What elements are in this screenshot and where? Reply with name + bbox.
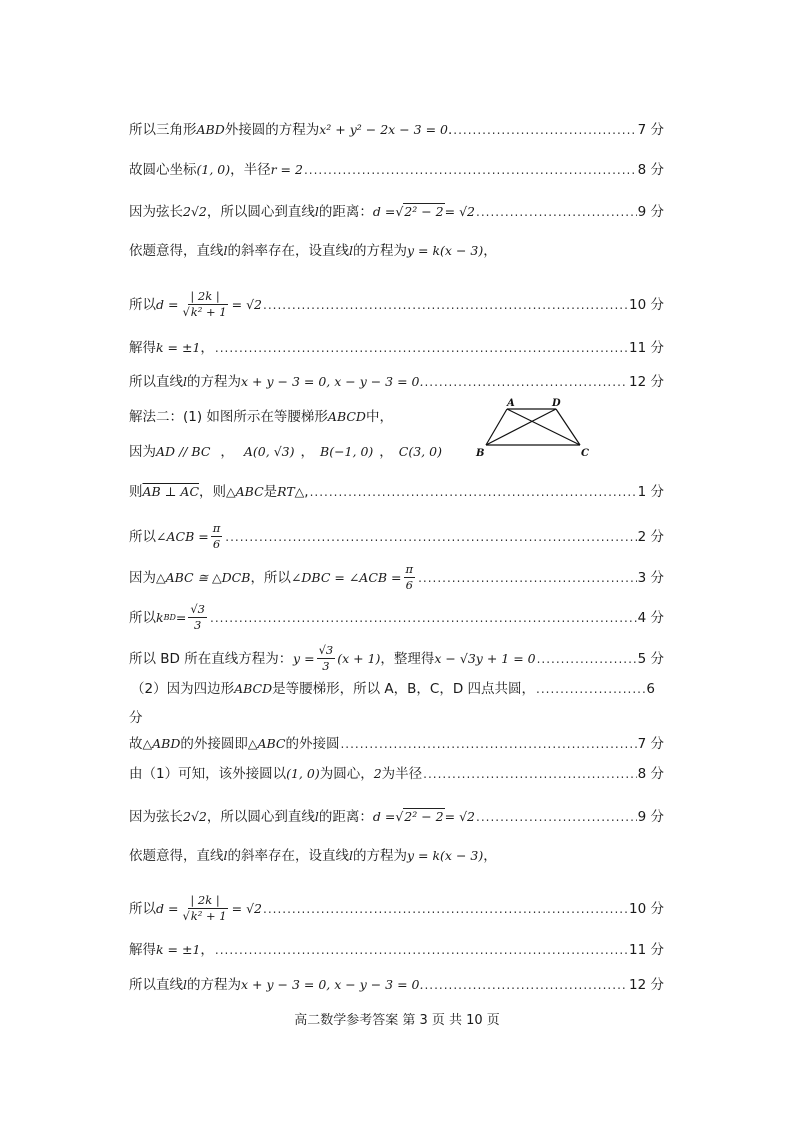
denominator: √k² + 1: [182, 909, 227, 923]
score-unit: 分: [129, 710, 143, 726]
line-text: 解得: [129, 340, 156, 356]
line-text: 所以: [129, 609, 156, 626]
radicand: 2² − 2: [404, 204, 444, 219]
solution-line: [129, 733, 664, 755]
line-text: 所以 BD 所在直线方程为：: [129, 650, 293, 667]
line-text: 因为弦长: [129, 809, 183, 825]
line-text: 解法二：(1) 如图所示在等腰梯形: [129, 409, 328, 425]
line-text: 的斜率存在，设直线: [227, 848, 349, 864]
math-expr: y = k(x − 3): [407, 848, 484, 863]
leader-dots: [225, 526, 636, 548]
line-text: 是: [263, 484, 278, 500]
score-mark: 7 分: [637, 122, 664, 138]
leader-dots: [263, 294, 628, 316]
math-expr: (1, 0): [196, 162, 231, 177]
math-expr: x − √3y + 1 = 0: [434, 650, 536, 666]
point-a: A(0, √3): [243, 444, 295, 459]
solution-line: [129, 406, 459, 428]
line-text: ，: [220, 444, 234, 460]
line-text: 所以直线: [129, 977, 183, 993]
fraction: [180, 893, 229, 924]
line-equations: x + y − 3 = 0, x − y − 3 = 0.: [241, 374, 424, 389]
score-mark: 10 分: [629, 296, 664, 313]
solution-line: [131, 678, 655, 700]
math-expr: d =: [156, 900, 179, 916]
line-text: ，则: [199, 484, 227, 500]
math-expr: y =: [293, 650, 315, 666]
line-text: ，: [300, 444, 315, 460]
line-text: ，: [200, 942, 214, 958]
solution-line: [129, 707, 664, 729]
fraction: [180, 289, 229, 320]
score-mark: 4 分: [637, 609, 664, 626]
fraction: [404, 562, 416, 593]
line-text: 所以三角形: [129, 122, 197, 138]
line-text: 外接圆的方程为: [224, 122, 320, 138]
math-expr: l: [349, 848, 353, 863]
score-mark: 8 分: [637, 766, 664, 782]
leader-dots: [418, 567, 637, 589]
leader-dots: [476, 201, 637, 223]
line-text: .: [447, 122, 453, 138]
leader-dots: [304, 159, 637, 181]
line-text: ,: [304, 484, 309, 500]
solution-line: [129, 240, 664, 262]
math-expr: RT△: [277, 484, 305, 499]
math-expr: 2: [373, 766, 382, 781]
solution-line: [129, 441, 459, 463]
math-expr: y = k(x − 3): [407, 243, 484, 258]
math-expr: = √2: [231, 296, 262, 312]
math-expr: l: [223, 848, 228, 863]
score-mark: 11 分: [629, 340, 664, 356]
score-mark: 11 分: [629, 942, 664, 958]
line-text: ，所以圆心到直线: [206, 204, 315, 220]
math-expr: 2√2: [183, 809, 207, 824]
line-text: ，: [379, 444, 393, 460]
numerator: | 2k |: [190, 893, 220, 907]
solution-line: [129, 845, 664, 867]
line-equations: x + y − 3 = 0, x − y − 3 = 0.: [241, 977, 424, 992]
line-text: 由（1）可知，该外接圆以: [129, 766, 287, 782]
line-text: 的外接圆即: [180, 736, 248, 752]
math-expr: AB ⊥ AC: [142, 484, 200, 499]
math-expr: r = 2: [270, 162, 303, 177]
score-mark: 3 分: [637, 569, 664, 586]
math-expr: ABCD: [327, 409, 366, 424]
score-mark: 12 分: [629, 374, 664, 390]
vertex-label-c: C: [581, 448, 589, 458]
subscript: BD: [163, 612, 176, 622]
leader-dots: [423, 763, 636, 785]
math-expr: ∠DBC = ∠ACB =: [290, 569, 402, 585]
fraction: [317, 643, 336, 674]
diagonal-ac: [507, 409, 580, 445]
solution-line: [129, 371, 664, 393]
math-expr: (x + 1): [337, 650, 381, 666]
solution-line: [129, 974, 664, 996]
solution-line: [129, 289, 664, 320]
line-text: ，: [200, 340, 214, 356]
denominator: 6: [212, 537, 221, 551]
line-text: 的方程为: [187, 977, 241, 993]
line-text: 依题意得，直线: [129, 243, 224, 259]
math-expr: △ABD: [142, 736, 181, 751]
line-text: 所以: [129, 900, 156, 917]
leader-dots: [453, 119, 636, 141]
radicand: 2² − 2: [404, 809, 444, 824]
line-text: 的距离：: [318, 204, 373, 220]
leader-dots: [424, 371, 628, 393]
sqrt-expr: √2² − 2: [395, 809, 444, 824]
solution-line: [129, 562, 664, 593]
score-mark: 9 分: [637, 204, 664, 220]
line-text: 的方程为: [353, 848, 407, 864]
radicand: k² + 1: [190, 305, 227, 319]
line-text: ，整理得: [380, 650, 435, 667]
math-expr: d =: [372, 809, 396, 824]
point-c: C(3, 0): [398, 444, 442, 459]
math-expr: = √2: [444, 204, 476, 219]
solution-line: [129, 893, 664, 924]
math-expr: k: [156, 609, 164, 625]
math-expr: l: [314, 204, 319, 219]
solution-line: [129, 201, 664, 223]
numerator: √3: [318, 643, 334, 657]
leader-dots: [476, 806, 637, 828]
solution-line: [129, 643, 664, 674]
denominator: 6: [405, 578, 413, 592]
score-mark: 5 分: [637, 650, 664, 667]
solution-line: [129, 602, 664, 633]
radicand: k² + 1: [190, 909, 227, 923]
solution-line: [129, 119, 664, 141]
math-expr: =: [175, 609, 187, 625]
math-expr: l: [183, 374, 187, 389]
math-expr: △ABC: [247, 736, 286, 751]
leader-dots: [215, 939, 628, 961]
score-mark: 10 分: [629, 900, 664, 917]
line-text: 的距离：: [318, 809, 373, 825]
solution-line: [129, 159, 664, 181]
denominator: 3: [322, 659, 330, 673]
line-text: 的方程为: [353, 243, 407, 259]
numerator: | 2k |: [190, 289, 220, 303]
math-expr: (1, 0): [286, 766, 320, 781]
line-text: ，半径: [230, 162, 271, 178]
leader-dots: [210, 607, 637, 629]
math-expr: ∠ACB =: [156, 528, 209, 544]
point-b: B(−1, 0): [320, 444, 374, 459]
line-text: 因为弦长: [129, 204, 183, 220]
denominator: √k² + 1: [182, 305, 227, 319]
line-text: ，: [483, 848, 497, 864]
leader-dots: [537, 648, 637, 670]
line-text: ，所以圆心到直线: [206, 809, 315, 825]
line-text: 故圆心坐标: [129, 162, 197, 178]
math-expr: l: [183, 977, 187, 992]
math-expr: ABCD: [234, 681, 273, 696]
line-text: 是等腰梯形，所以 A，B，C，D 四点共圆，: [272, 681, 536, 697]
solution-line: [129, 939, 664, 961]
line-text: 故: [129, 736, 143, 752]
leader-dots: [424, 974, 628, 996]
circle-equation: x² + y² − 2x − 3 = 0: [319, 122, 448, 137]
math-expr: = √2: [231, 900, 262, 916]
math-expr: d =: [372, 204, 396, 219]
score-mark: 9 分: [637, 809, 664, 825]
score-mark: 7 分: [637, 736, 664, 752]
math-expr: k = ±1: [156, 340, 201, 355]
denominator: 3: [194, 618, 202, 632]
score-mark: 6: [646, 681, 655, 697]
math-expr: l: [314, 809, 319, 824]
math-expr: d =: [156, 296, 179, 312]
line-text: 所以: [129, 296, 156, 313]
math-expr: ABD: [196, 122, 225, 137]
math-expr: = √2: [444, 809, 476, 824]
leader-dots: [215, 337, 628, 359]
fraction: [188, 602, 207, 633]
math-expr: k = ±1: [156, 942, 201, 957]
solution-line: [129, 806, 664, 828]
line-text: 为半径: [381, 766, 423, 782]
leader-dots: [310, 481, 637, 503]
line-text: 依题意得，直线: [129, 848, 224, 864]
line-text: 因为: [129, 569, 156, 586]
score-mark: 1 分: [637, 484, 664, 500]
line-text: ，所以: [250, 569, 291, 586]
math-expr: △ABC: [226, 484, 264, 499]
score-mark: 2 分: [637, 528, 664, 545]
score-mark: 12 分: [629, 977, 664, 993]
math-expr: l: [223, 243, 228, 258]
line-text: 的外接圆: [285, 736, 340, 752]
line-text: 的方程为: [187, 374, 241, 390]
vertex-label-b: B: [476, 448, 485, 458]
numerator: π: [405, 562, 414, 576]
line-text: 中，: [365, 409, 393, 425]
solution-line: [129, 481, 664, 503]
solution-line: [129, 521, 664, 552]
line-text: 的斜率存在，设直线: [227, 243, 349, 259]
math-expr: △ABC ≅ △DCB: [156, 569, 251, 585]
line-text: 因为: [129, 444, 156, 460]
vertex-label-a: A: [507, 398, 515, 409]
trapezoid-figure: [474, 396, 599, 458]
line-text: （2）因为四边形: [131, 681, 235, 697]
numerator: π: [212, 521, 221, 535]
line-text: 所以直线: [129, 374, 183, 390]
numerator: √3: [190, 602, 206, 616]
solution-line: [129, 337, 664, 359]
sqrt-expr: √2² − 2: [395, 204, 444, 219]
math-expr: AD // BC: [156, 444, 211, 459]
solution-line: [129, 763, 664, 785]
leader-dots: [536, 678, 645, 700]
page-footer: 高二数学参考答案 第 3 页 共 10 页: [294, 1013, 500, 1028]
line-text: 则: [129, 484, 143, 500]
line-text: 所以: [129, 528, 156, 545]
line-text: ，: [483, 243, 497, 259]
line-text: 解得: [129, 942, 156, 958]
line-text: 为圆心，: [319, 766, 374, 782]
leader-dots: [263, 898, 628, 920]
score-mark: 8 分: [637, 162, 664, 178]
vertex-label-d: D: [552, 398, 561, 409]
leader-dots: [340, 733, 636, 755]
math-expr: 2√2: [183, 204, 207, 219]
fraction: [211, 521, 223, 552]
math-expr: l: [349, 243, 353, 258]
